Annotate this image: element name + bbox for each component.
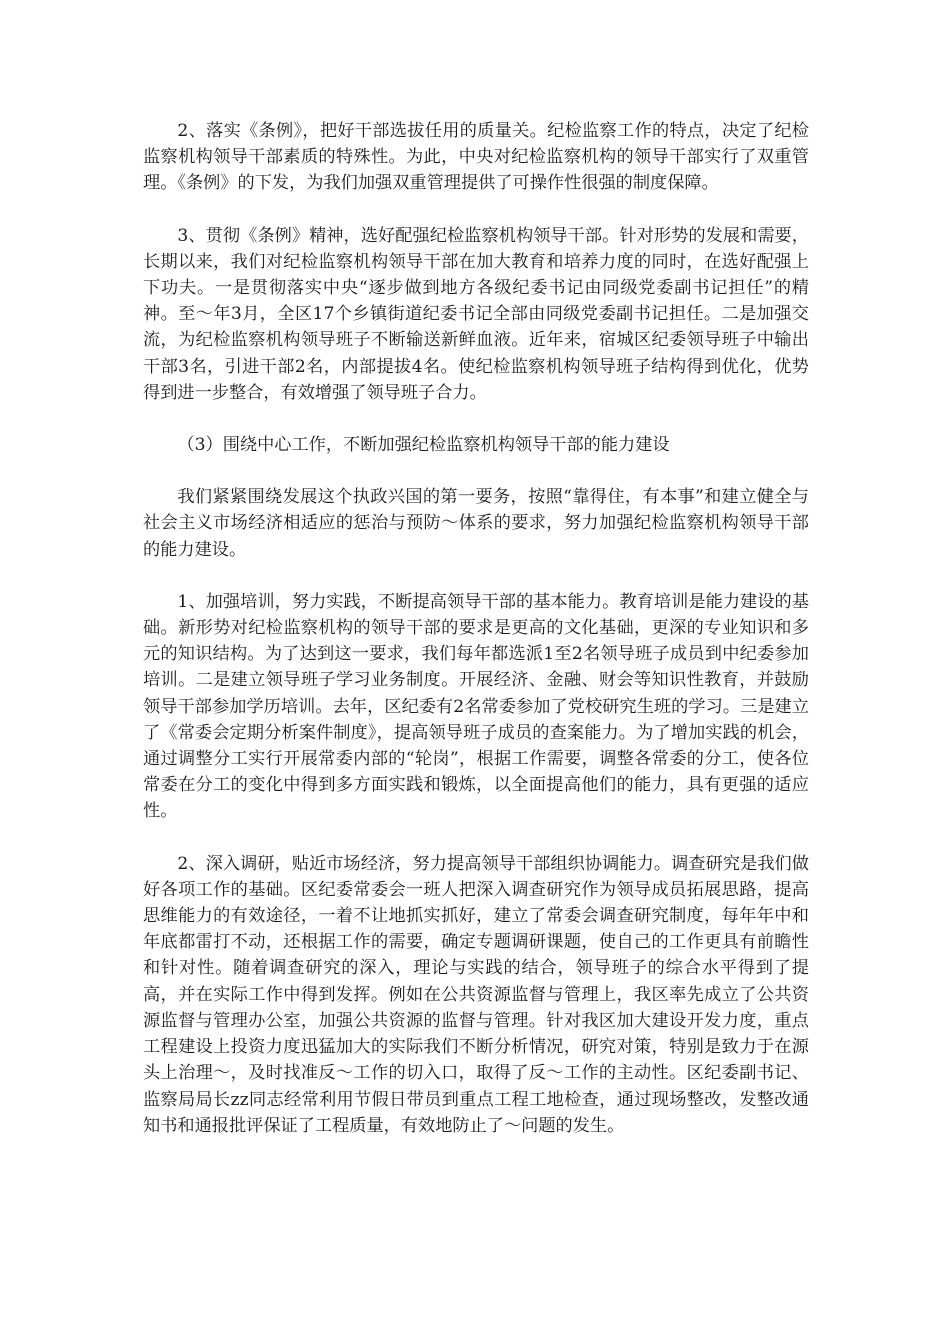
paragraph-spacer <box>143 563 809 589</box>
paragraph-point-1-training: 1、加强培训，努力实践，不断提高领导干部的基本能力。教育培训是能力建设的基础。新形势对纪检监察机构的领导干部的要求是更高的文化基础，更深的专业知识和多元的知识结构。为了达到这一要求，我们每年都选派1至2名领导班子成员到中纪委参加培训。二是建立领导班子学习业务制度。开展经济、金融、财会等知识性教育，并鼓励领导干部参加学历培训。去年，区纪委有2名常委参加了党校研究生班的学习。三是建立了《常委会定期分析案件制度》，提高领导班子成员的查案能力。为了增加实践的机会，通过调整分工实行开展常委内部的“轮岗”，根据工作需要，调整各常委的分工，使各位常委在分工的变化中得到多方面实践和锻炼，以全面提高他们的能力，具有更强的适应性。 <box>143 591 809 822</box>
paragraph-point-2-research: 2、深入调研，贴近市场经济，努力提高领导干部组织协调能力。调查研究是我们做好各项工作的基础。区纪委常委会一班人把深入调查研究作为领导成员拓展思路，提高思维能力的有效途径，一着不让地抓实抓好，建立了常委会调查研究制度，每年年中和年底都雷打不动，还根据工作的需要，确定专题调研课题，使自己的工作更具有前瞻性和针对性。随着调查研究的深入，理论与实践的结合，领导班子的综合水平得到了提高，并在实际工作中得到发挥。例如在公共资源监督与管理上，我区率先成立了公共资源监督与管理办公室，加强公共资源的监督与管理。针对我区加大建设开发力度，重点工程建设上投资力度迅猛加大的实际我们不断分析情况，研究对策，特别是致力于在源头上治理～，及时找准反～工作的切入口，取得了反～工作的主动性。区纪委副书记、监察局局长zz同志经常利用节假日带员到重点工程工地检查，通过现场整改，发整改通知书和通报批评保证了工程质量，有效地防止了～问题的发生。 <box>143 853 809 1136</box>
paragraph-spacer <box>143 197 809 223</box>
paragraph-spacer <box>143 406 809 432</box>
paragraph-intro-capacity-building: 我们紧紧围绕发展这个执政兴国的第一要务，按照“靠得住，有本事”和建立健全与社会主义市场经济相适应的惩治与预防～体系的要求，努力加强纪检监察机构领导干部的能力建设。 <box>143 487 809 560</box>
section-heading-capacity-building: （3）围绕中心工作，不断加强纪检监察机构领导干部的能力建设 <box>177 435 670 456</box>
document-body <box>143 118 809 1139</box>
paragraph-point-2-implement-regulations: 2、落实《条例》，把好干部选拔任用的质量关。纪检监察工作的特点，决定了纪检监察机构领导干部素质的特殊性。为此，中央对纪检监察机构的领导干部实行了双重管理。《条例》的下发，为我们加强双重管理提供了可操作性很强的制度保障。 <box>143 121 809 194</box>
paragraph-spacer <box>143 825 809 851</box>
paragraph-point-3-select-leaders: 3、贯彻《条例》精神，选好配强纪检监察机构领导干部。针对形势的发展和需要，长期以来，我们对纪检监察机构领导干部在加大教育和培养力度的同时，在选好配强上下功夫。一是贯彻落实中央“逐步做到地方各级纪委书记由同级党委副书记担任”的精神。至～年3月，全区17个乡镇街道纪委书记全部由同级党委副书记担任。二是加强交流，为纪检监察机构领导班子不断输送新鲜血液。近年来，宿城区纪委领导班子中输出干部3名，引进干部2名，内部提拔4名。使纪检监察机构领导班子结构得到优化，优势得到进一步整合，有效增强了领导班子合力。 <box>143 225 809 403</box>
paragraph-spacer <box>143 458 809 484</box>
